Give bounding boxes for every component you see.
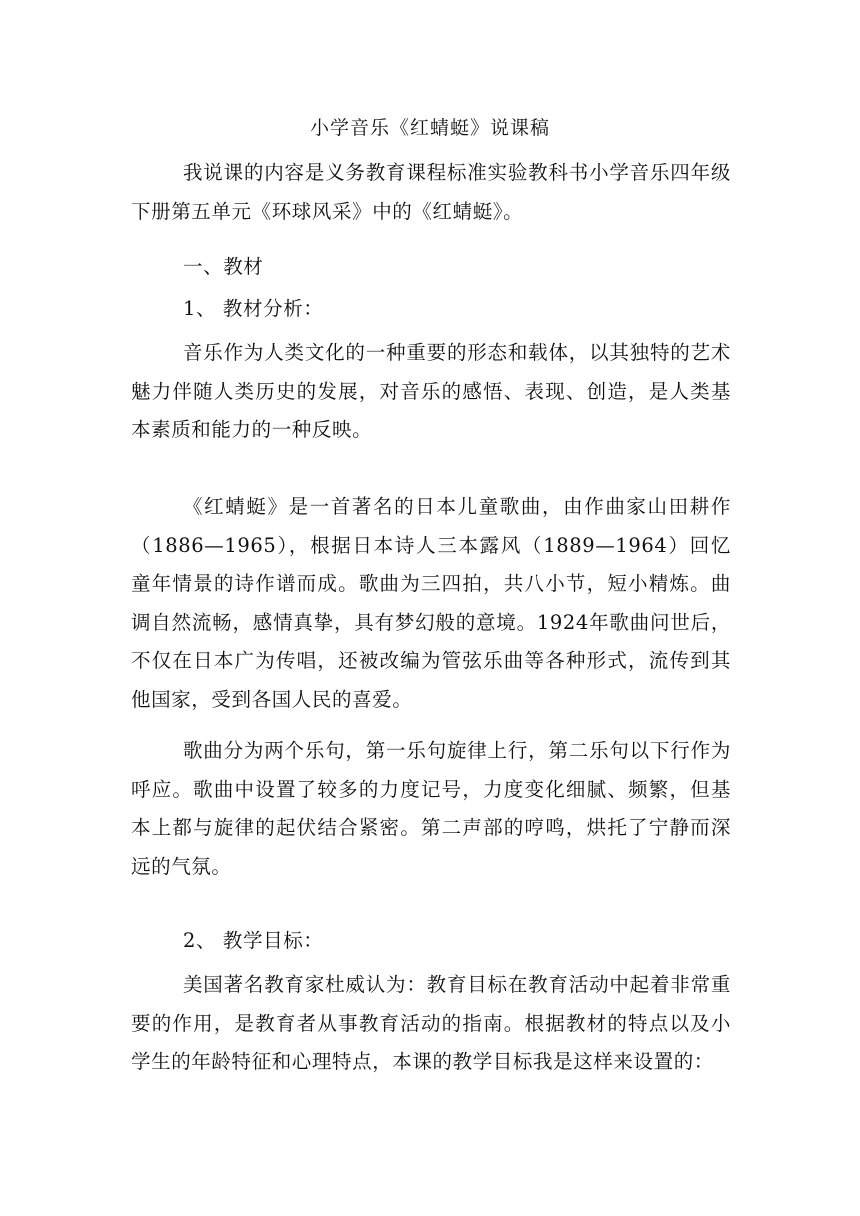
paragraph: 美国著名教育家杜威认为：教育目标在教育活动中起着非常重要的作用，是教育者从事教育活动的指南。根据教材的特点以及小学生的年龄特征和心理特点，本课的教学目标我是这样来设置的： bbox=[131, 973, 731, 1073]
subsection-heading-goals bbox=[131, 922, 731, 961]
paragraph: 我说课的内容是义务教育课程标准实验教科书小学音乐四年级下册第五单元《环球风采》中的《红蜻蜓》。 bbox=[131, 161, 731, 223]
paragraph: 音乐作为人类文化的一种重要的形态和载体，以其独特的艺术魅力伴随人类历史的发展，对音乐的感悟、表现、创造，是人类基本素质和能力的一种反映。 bbox=[131, 341, 731, 441]
subsection-heading-analysis bbox=[131, 290, 731, 329]
document-title: 小学音乐《红蜻蜓》说课稿 bbox=[309, 117, 550, 139]
intro-paragraph bbox=[131, 154, 731, 231]
goals-paragraph bbox=[131, 966, 731, 1082]
section-heading: 一、教材 bbox=[183, 255, 264, 278]
analysis-paragraph-2 bbox=[131, 488, 731, 719]
subsection-heading: 1、 教材分析： bbox=[183, 297, 324, 320]
paragraph: 《红蜻蜓》是一首著名的日本儿童歌曲，由作曲家山田耕作（1886—1965），根据日本诗人三本露风（1889—1964）回忆童年情景的诗作谱而成。歌曲为三四拍，共八小节，短小精炼。曲调自然流畅，感情真挚，具有梦幻般的意境。1924年歌曲问世后，不仅在日本广为传唱，还被改编为管弦乐曲等各种形式，流传到其他国家，受到各国人民的喜爱。 bbox=[131, 495, 731, 711]
analysis-paragraph-1 bbox=[131, 334, 731, 450]
section-heading-textbook bbox=[131, 248, 731, 287]
analysis-paragraph-3 bbox=[131, 732, 731, 886]
subsection-heading: 2、 教学目标： bbox=[183, 929, 324, 952]
paragraph: 歌曲分为两个乐句，第一乐句旋律上行，第二乐句以下行作为呼应。歌曲中设置了较多的力度记号，力度变化细腻、频繁，但基本上都与旋律的起伏结合紧密。第二声部的哼鸣，烘托了宁静而深远的气氛。 bbox=[131, 739, 731, 878]
